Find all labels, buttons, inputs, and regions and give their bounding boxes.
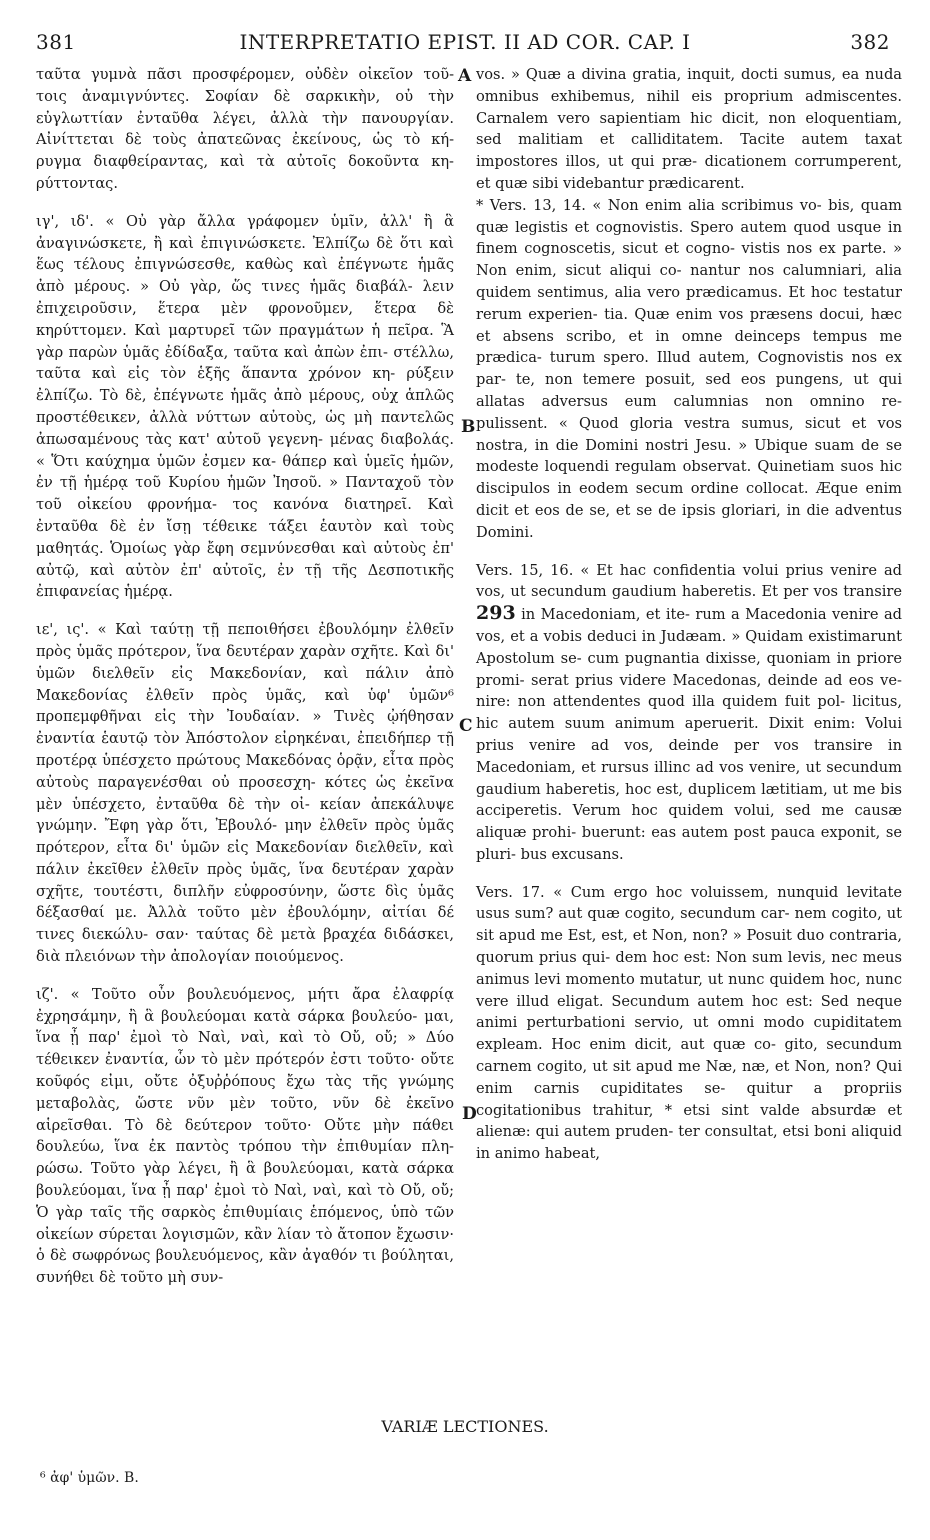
latin-column bbox=[476, 64, 902, 1165]
greek-paragraph: ταῦτα γυμνὰ πᾶσι προσφέρομεν, οὐδὲν οἰκεῖον τοῦ- τοις ἀναμιγνύντες. Σοφίαν δὲ σαρκικὴν, οὐ τὴν εὐγλωττίαν ἐνταῦθα λέγει, ἀλλὰ τὴν πανουργίαν. Αἰνίττεται δὲ τοὺς ἀπατεῶνας ἐκείνους, ὡς τὸ κή- ρυγμα διαφθείραντας, καὶ τὰ αὐτοῖς δοκοῦντα κη- ρύττοντας. bbox=[36, 66, 454, 192]
latin-paragraph: * Vers. 13, 14. « Non enim alia scribimus vo- bis, quam quæ legistis et cognovistis. Spero autem quod usque in finem cognoscetis, sicut et cogno- vistis nos ex parte. » Non enim, sicut aliqui co- nantur nos calumniari, alia quidem sentimus, alia vero prædicamus. Et hoc testatur rerum experien- tia. Quæ enim vos præsens docui, hæc et absens scribo, et in omne deinceps tempus me prædica- turum spero. Illud autem, Cognovistis nos ex par- te, non temere posuit, sed eos pungens, ut qui allatas adversus eum calumnias non omnino re- pulissent. « Quod gloria vestra sumus, sicut et vos nostra, in die Domini nostri Jesu. » Ubique suam de se modeste loquendi regulam observat. Quinetiam suos hic discipulos in eodem secum ordine collocat. Æque enim dicit et eos de se, et se de ipsis gloriari, in die adventus Domini. bbox=[476, 196, 902, 541]
section-marker-c: C bbox=[459, 716, 473, 736]
page-number-right: 382 bbox=[850, 30, 890, 54]
greek-paragraph: ιζ'. « Τοῦτο οὖν βουλευόμενος, μήτι ἄρα ἐλαφρίᾳ ἐχρησάμην, ἢ ἃ βουλεύομαι κατὰ σάρκα βουλεύο- μαι, ἵνα ᾖ παρ' ἐμοὶ τὸ Ναὶ, ναὶ, καὶ τὸ Οὔ, οὔ; » Δύο τέθεικεν ἐναντία, ὧν τὸ μὲν πρότερόν ἐστι τοῦτο· οὔτε κοῦφός εἰμι, οὔτε ὀξυῤῥόπους ἔχω τὰς τῆς γνώμης μεταβολὰς, ὥστε νῦν μὲν τοῦτο, νῦν δὲ ἐκεῖνο αἱρεῖσθαι. Τὸ δὲ δεύτερον τοῦτο· Οὔτε μὴν πάθει δουλεύω, ἵνα ἐκ παντὸς τρόπου τὴν ἐπιθυμίαν πλη- ρώσω. Τοῦτο γὰρ λέγει, ἢ ἃ βουλεύομαι, κατὰ σάρκα βουλεύομαι, ἵνα ᾖ παρ' ἐμοὶ τὸ Ναὶ, ναὶ, καὶ τὸ Οὔ, οὔ; Ὁ γὰρ ταῖς τῆς σαρκὸς ἐπιθυμίαις ἑπόμενος, ὑπὸ τῶν οἰκείων σύρεται λογισμῶν, κἂν λίαν τὸ ἄτοπον ἔχωσιν· ὁ δὲ σωφρόνως βουλευόμενος, κἂν ἀγαθόν τι βούληται, συνήθει δὲ τοῦτο μὴ συν- bbox=[36, 985, 454, 1287]
section-marker-b: B bbox=[461, 417, 476, 437]
section-marker-d: D bbox=[462, 1104, 477, 1124]
variae-lectiones-heading: VARIÆ LECTIONES. bbox=[381, 1417, 549, 1436]
column-number: 293 bbox=[476, 602, 516, 625]
latin-paragraph: vos. » Quæ a divina gratia, inquit, docti sumus, ea nuda omnibus exhibemus, nihil eis proprium admiscentes. Carnalem vero sapientiam hic dicit, non eloquentiam, sed malitiam et calliditatem. Tacite autem taxat impostores illos, ut qui præ- dicationem corrumperent, et quæ sibi videbantur prædicarent. bbox=[476, 66, 902, 192]
running-title: INTERPRETATIO EPIST. II AD COR. CAP. I bbox=[239, 30, 691, 54]
section-marker-a: A bbox=[458, 66, 472, 86]
greek-paragraph: ιε', ις'. « Καὶ ταύτῃ τῇ πεποιθήσει ἐβουλόμην ἐλθεῖν πρὸς ὑμᾶς πρότερον, ἵνα δευτέραν χαρὰν σχῆτε. Καὶ δι' ὑμῶν διελθεῖν εἰς Μακεδονίαν, καὶ πάλιν ἀπὸ Μακεδονίας ἐλθεῖν πρὸς ὑμᾶς, καὶ ὑφ' ὑμῶν⁶ προπεμφθῆναι εἰς τὴν Ἰουδαίαν. » Τινὲς ᾠήθησαν ἐναντία ἑαυτῷ τὸν Ἀπόστολον εἰρηκέναι, ἐπειδήπερ τῇ προτέρᾳ ὑπέσχετο πρώτους Μακεδόνας ὁρᾷν, εἶτα πρὸς αὐτοὺς παραγενέσθαι οὐ προσεσχη- κότες ὡς ἐκεῖνα μὲν ὑπέσχετο, ἐνταῦθα δὲ τὴν οἰ- κείαν ἀπεκάλυψε γνώμην. Ἔφη γὰρ ὅτι, Ἐβουλό- μην ἐλθεῖν πρὸς ὑμᾶς πρότερον, εἶτα δι' ὑμῶν εἰς Μακεδονίαν διελθεῖν, καὶ πάλιν ἐκεῖθεν ἐλθεῖν πρὸς ὑμᾶς, ἵνα δευτέραν χαρὰν σχῆτε, τουτέστι, διπλῆν εὐφροσύνην, ὥστε δὶς ὑμᾶς δέξασθαί με. Ἀλλὰ τοῦτο μὲν ἐβουλόμην, αἰτίαι δέ τινες διεκώλυ- σαν· ταύτας δὲ μετὰ βραχέα διδάσκει, διὰ πλειόνων τὴν ἀπολογίαν ποιούμενος. bbox=[36, 621, 454, 966]
latin-paragraph: Vers. 17. « Cum ergo hoc voluissem, nunquid levitate usus sum? aut quæ cogito, secundum car- nem cogito, ut sit apud me Est, est, et Non, non? » Posuit duo contraria, quorum prius qui- dem hoc est: Non sum levis, nec meus animus levi momento mutatur, ut nunc quidem hoc, nunc vere illud eligat. Secundum autem hoc est: Sed neque animi perturbationi servio, ut omni modo cupiditatem expleam. Hoc enim dicit, aut quæ co- gito, secundum carnem cogito, ut sit apud me Næ, næ, et Non, non? Qui enim carnis cupiditates se- quitur a propriis cogitationibus trahitur, * etsi sint valde absurdæ et alienæ: qui autem pruden- ter consultat, etsi boni aliquid in animo habeat, bbox=[476, 883, 902, 1163]
latin-text: in Macedoniam, et ite- rum a Macedonia venire ad vos, et a vobis deduci in Judæam. » Quidam existimarunt Apostolum se- cum pugnantia dixisse, quoniam in priore promi- serat prius videre Macedonas, deinde ad eos ve- nire: non attendentes quod illa quidem fuit pol- licitus, hic autem suum animum aperuerit. Dixit enim: Volui prius venire ad vos, deinde per vos transire in Macedoniam, et rursus illinc ad vos venire, ut secundum gaudium haberetis, hoc est, duplicem lætitiam, ut me bis acciperetis. Verum hoc quidem volui, sed me causæ aliquæ prohi- buerunt: eas autem post pauca exponit, se pluri- bus excusans. bbox=[476, 606, 902, 863]
page-number-left: 381 bbox=[36, 30, 76, 54]
variae-lectiones-note: ⁶ ἀφ' ὑμῶν. B. bbox=[40, 1470, 139, 1486]
latin-paragraph bbox=[476, 560, 902, 866]
greek-paragraph: ιγ', ιδ'. « Οὐ γὰρ ἄλλα γράφομεν ὑμῖν, ἀλλ' ἢ ἃ ἀναγινώσκετε, ἢ καὶ ἐπιγινώσκετε. Ἐλπίζω δὲ ὅτι καὶ ἕως τέλους ἐπιγνώσεσθε, καθὼς καὶ ἐπέγνωτε ἡμᾶς ἀπὸ μέρους. » Οὐ γὰρ, ὥς τινες ἡμᾶς διαβάλ- λειν ἐπιχειροῦσιν, ἕτερα μὲν φρονοῦμεν, ἕτερα δὲ κηρύττομεν. Καὶ μαρτυρεῖ τῶν πραγμάτων ἡ πεῖρα. Ἃ γὰρ παρὼν ὑμᾶς ἐδίδαξα, ταῦτα καὶ ἀπὼν ἐπι- στέλλω, ταῦτα καὶ εἰς τὸν ἑξῆς ἅπαντα χρόνον κη- ρύξειν ἐλπίζω. Τὸ δὲ, ἐπέγνωτε ἡμᾶς ἀπὸ μέρους, οὐχ ἁπλῶς προστέθεικεν, ἀλλὰ νύττων αὐτοὺς, ὡς μὴ παντελῶς ἀπωσαμένους τὰς κατ' αὐτοῦ γεγενη- μένας διαβολάς. « Ὅτι καύχημα ὑμῶν ἐσμεν κα- θάπερ καὶ ὑμεῖς ἡμῶν, ἐν τῇ ἡμέρᾳ τοῦ Κυρίου ἡμῶν Ἰησοῦ. » Πανταχοῦ τὸν τοῦ οἰκείου φρονήμα- τος κανόνα διατηρεῖ. Καὶ ἐνταῦθα δὲ ἐν ἴσῃ τέθεικε τάξει ἑαυτὸν καὶ τοὺς μαθητάς. Ὁμοίως γὰρ ἔφη σεμνύνεσθαι καὶ αὐτοὺς ἐπ' αὐτῷ, καὶ αὐτὸν ἐπ' αὐτοῖς, ἐν τῇ τῆς Δεσποτικῆς ἐπιφανείας ἡμέρᾳ. bbox=[36, 212, 454, 601]
page-header bbox=[0, 30, 930, 60]
latin-text: Vers. 15, 16. « Et hac confidentia volui prius venire ad vos, ut secundum gaudium haberetis. Et per vos transire bbox=[476, 561, 902, 601]
greek-column bbox=[36, 64, 454, 1289]
